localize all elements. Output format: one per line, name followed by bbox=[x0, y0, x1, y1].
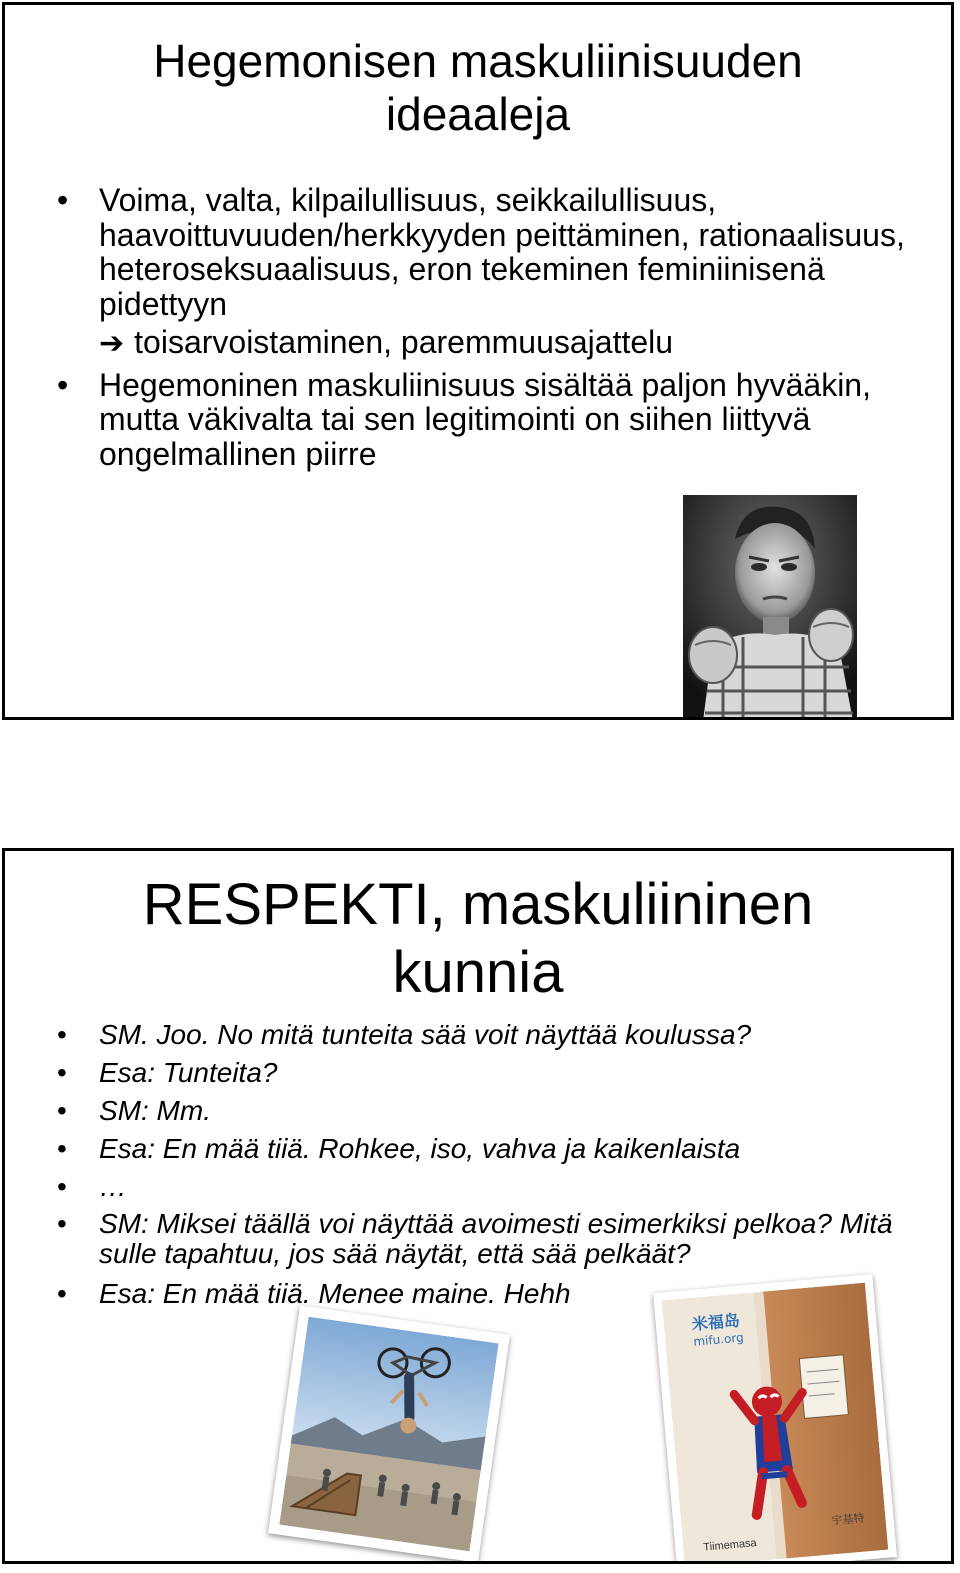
title-line-2: kunnia bbox=[392, 939, 564, 1005]
list-item bbox=[55, 368, 921, 472]
list-item bbox=[55, 1057, 921, 1089]
list-item bbox=[55, 1171, 921, 1203]
bullet-text: Hegemoninen maskuliinisuus sisältää paljon hyvääkin, mutta väkivalta tai sen legitimointi on siihen liittyvä ongelmallinen piirre bbox=[99, 366, 871, 472]
line-text: … bbox=[99, 1171, 127, 1202]
list-item bbox=[55, 1209, 921, 1269]
bullet-icon: • bbox=[57, 1095, 67, 1126]
bullet-list bbox=[55, 183, 921, 471]
list-item bbox=[55, 183, 921, 321]
bullet-icon: • bbox=[57, 1019, 67, 1050]
line-text: SM: Mm. bbox=[99, 1095, 211, 1126]
line-text: SM. Joo. No mitä tunteita sää voit näyttää koulussa? bbox=[99, 1019, 752, 1050]
list-item bbox=[55, 1133, 921, 1165]
bullet-icon: • bbox=[57, 182, 69, 218]
line-text: Esa: En mää tiiä. Rohkee, iso, vahva ja kaikenlaista bbox=[99, 1133, 741, 1164]
line-text: Esa: Tunteita? bbox=[99, 1057, 278, 1088]
title-line-1: RESPEKTI, maskuliininen bbox=[142, 872, 814, 937]
bullet-icon: • bbox=[57, 1057, 67, 1088]
slide-hegemonic-ideals bbox=[2, 2, 954, 720]
bullet-icon: • bbox=[57, 366, 69, 403]
list-item-arrow bbox=[55, 325, 921, 362]
title-line-2: ideaaleja bbox=[385, 87, 571, 140]
list-item bbox=[55, 1019, 921, 1051]
arrow-text: toisarvoistaminen, paremmuusajattelu bbox=[134, 324, 674, 360]
line-text: SM: Miksei täällä voi näyttää avoimesti esimerkiksi pelkoa? Mitä sulle tapahtuu, jos sää näytät, että sää pelkäät? bbox=[99, 1208, 893, 1269]
watermark-logo-site: mifu.org bbox=[692, 1330, 745, 1349]
photo-signature-cn: 宇基特 bbox=[831, 1512, 866, 1528]
slide-title bbox=[5, 871, 951, 1007]
slide-respect bbox=[2, 848, 954, 1564]
arrow-right-icon: ➔ bbox=[99, 327, 125, 360]
bullet-text: Voima, valta, kilpailullisuus, seikkailullisuus, haavoittuvuuden/herkkyyden peittäminen, rationaalisuus, heteroseksuaalisuus, eron tekeminen feminiinisenä pidettyyn bbox=[99, 182, 905, 322]
bullet-icon: • bbox=[57, 1171, 67, 1202]
line-text: Esa: En mää tiiä. Menee maine. Hehh bbox=[99, 1278, 571, 1309]
photo-signature: Tiimemasa bbox=[702, 1537, 758, 1554]
title-line-1: Hegemonisen maskuliinisuuden bbox=[153, 35, 803, 87]
slide-title bbox=[5, 35, 951, 141]
interview-list bbox=[55, 1019, 921, 1316]
bullet-icon: • bbox=[57, 1133, 67, 1164]
boy-fists-photo bbox=[683, 495, 857, 720]
bmx-stunt-photo bbox=[268, 1305, 510, 1562]
watermark-logo bbox=[691, 1308, 744, 1349]
bullet-icon: • bbox=[57, 1208, 67, 1239]
bullet-icon: • bbox=[57, 1278, 67, 1309]
watermark-logo-cn: 米福岛 bbox=[691, 1310, 741, 1334]
spiderman-kid-photo bbox=[653, 1274, 897, 1564]
list-item bbox=[55, 1095, 921, 1127]
